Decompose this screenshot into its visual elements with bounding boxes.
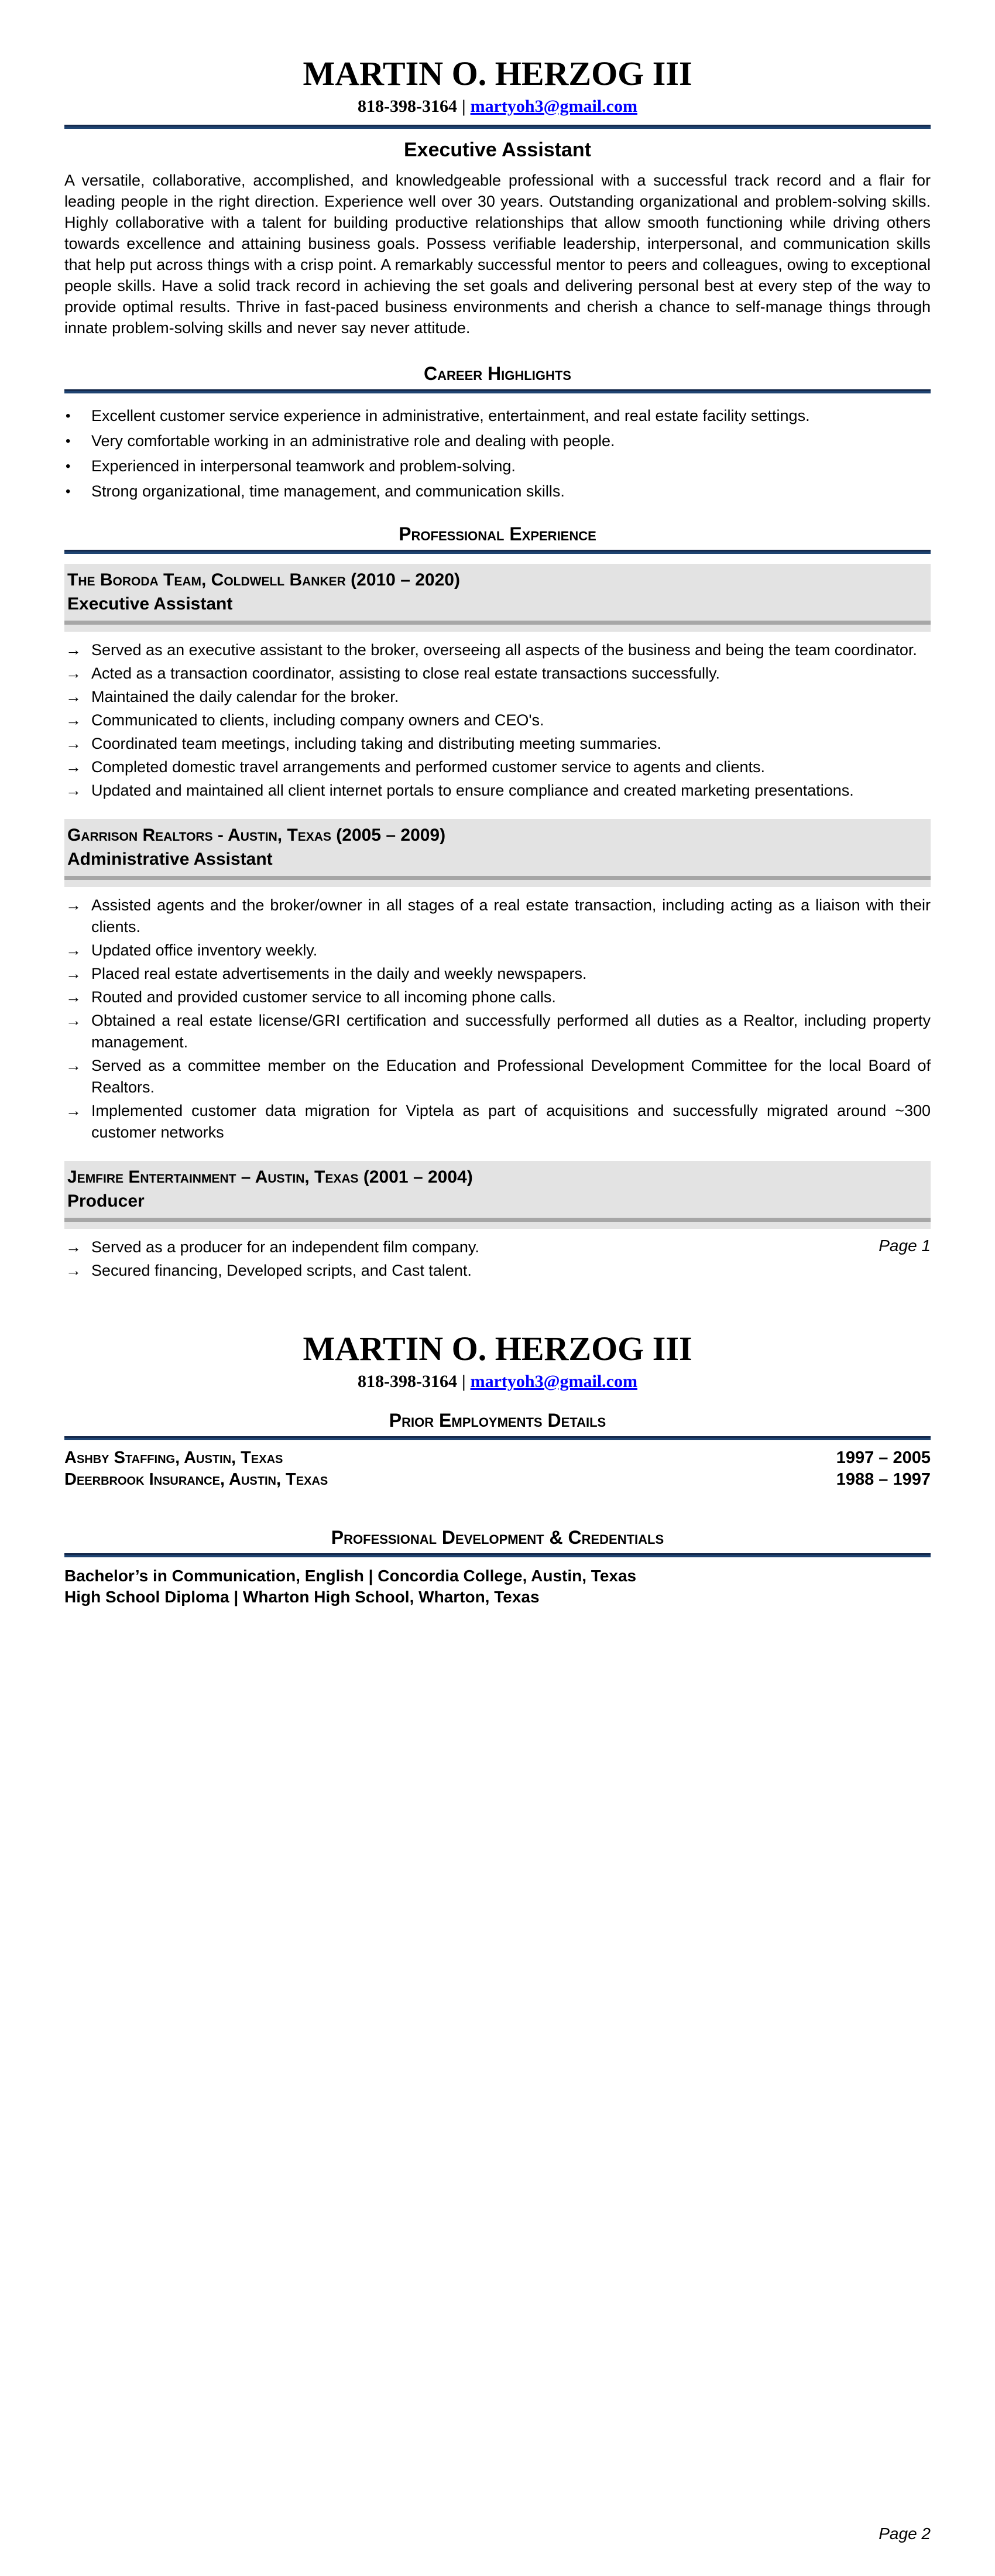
experience-bullet (64, 710, 931, 731)
job-block (64, 819, 931, 1143)
company-name: Garrison Realtors - Austin, Texas (2005 – 2009) (67, 825, 446, 845)
contact-line (64, 96, 931, 117)
job-bullet-list (64, 1236, 931, 1282)
experience-bullet (64, 639, 931, 661)
career-highlights-list (64, 405, 931, 502)
company-name: The Boroda Team, Coldwell Banker (2010 – 2020) (67, 570, 460, 590)
experience-bullet (64, 940, 931, 961)
job-divider (64, 621, 931, 625)
resume-name: MARTIN O. HERZOG III (303, 54, 692, 93)
arrow-icon: → (66, 1057, 81, 1074)
bullet-text: Placed real estate advertisements in the daily and weekly newspapers. (91, 965, 587, 982)
bullet-text: Served as an executive assistant to the broker, overseeing all aspects of the business and being the team coordinator. (91, 641, 917, 659)
bullet-text: Updated office inventory weekly. (91, 941, 318, 959)
contact-separator: | (462, 1372, 466, 1391)
job-bullet-list (64, 895, 931, 1143)
experience-bullet (64, 1055, 931, 1098)
employer-name: Deerbrook Insurance, Austin, Texas (64, 1470, 328, 1489)
bullet-text: Obtained a real estate license/GRI certification and successfully performed all duties as a Realtor, including property management. (91, 1012, 931, 1051)
bullet-text: Served as a committee member on the Education and Professional Development Committee for the local Board of Realtors. (91, 1057, 931, 1096)
phone-number: 818-398-3164 (358, 97, 457, 116)
arrow-icon: → (66, 988, 81, 1006)
arrow-icon: → (66, 1102, 81, 1119)
arrow-icon: → (66, 688, 81, 705)
prior-employments-heading: Prior Employments Details (389, 1410, 606, 1431)
employment-dates: 1997 – 2005 (836, 1448, 931, 1467)
arrow-icon: → (66, 711, 81, 729)
credentials-list (64, 1566, 931, 1608)
credential-item: High School Diploma | Wharton High School, Wharton, Texas (64, 1588, 540, 1606)
highlight-text: Very comfortable working in an administrative role and dealing with people. (91, 432, 615, 450)
employment-dates: 1988 – 1997 (836, 1470, 931, 1489)
contact-line (64, 1371, 931, 1392)
arrow-icon: → (66, 782, 81, 799)
bullet-text: Acted as a transaction coordinator, assisting to close real estate transactions successfully. (91, 664, 720, 682)
prior-employments-table (64, 1447, 931, 1491)
bullet-text: Completed domestic travel arrangements and performed customer service to agents and clients. (91, 758, 766, 776)
experience-rule (64, 550, 931, 554)
header-rule (64, 125, 931, 129)
highlight-item (64, 430, 931, 452)
bullet-text: Maintained the daily calendar for the broker. (91, 688, 399, 705)
job-header (64, 564, 931, 621)
resume-page-2 (0, 1288, 995, 2576)
highlight-item (64, 481, 931, 502)
arrow-icon: → (66, 1262, 81, 1279)
job-block (64, 564, 931, 801)
experience-bullet (64, 686, 931, 708)
job-role: Executive Assistant (67, 594, 233, 614)
experience-bullet (64, 663, 931, 684)
bullet-icon: • (66, 484, 71, 499)
job-divider (64, 876, 931, 880)
arrow-icon: → (66, 941, 81, 959)
arrow-icon: → (66, 1012, 81, 1029)
job-header (64, 1161, 931, 1218)
employer-name: Ashby Staffing, Austin, Texas (64, 1448, 283, 1467)
bullet-text: Updated and maintained all client internet portals to ensure compliance and created marketing presentations. (91, 782, 854, 799)
experience-bullet (64, 756, 931, 778)
bullet-text: Communicated to clients, including company owners and CEO's. (91, 711, 544, 729)
highlight-text: Experienced in interpersonal teamwork and problem-solving. (91, 457, 516, 475)
credentials-heading: Professional Development & Credentials (331, 1527, 664, 1548)
experience-bullet (64, 1100, 931, 1143)
employment-row (64, 1469, 931, 1491)
email-link[interactable]: martyoh3@gmail.com (470, 1372, 637, 1391)
bullet-text: Assisted agents and the broker/owner in all stages of a real estate transaction, including acting as a liaison with their clients. (91, 896, 931, 936)
job-divider (64, 1218, 931, 1222)
career-highlights-heading: Career Highlights (424, 363, 571, 384)
job-strip (64, 1222, 931, 1229)
experience-bullet (64, 733, 931, 755)
experience-bullet (64, 1010, 931, 1053)
bullet-text: Routed and provided customer service to all incoming phone calls. (91, 988, 556, 1006)
job-role: Producer (67, 1191, 145, 1211)
page-number: Page 2 (879, 2524, 931, 2543)
highlight-item (64, 405, 931, 427)
prior-employments-rule (64, 1436, 931, 1440)
bullet-icon: • (66, 433, 71, 449)
credentials-rule (64, 1553, 931, 1557)
experience-bullet (64, 986, 931, 1008)
arrow-icon: → (66, 641, 81, 659)
resume-name: MARTIN O. HERZOG III (303, 1330, 692, 1368)
experience-bullet (64, 780, 931, 801)
page-number: Page 1 (879, 1236, 931, 1255)
highlight-text: Strong organizational, time management, and communication skills. (91, 482, 565, 500)
contact-separator: | (462, 97, 466, 116)
arrow-icon: → (66, 735, 81, 752)
experience-bullet (64, 1260, 931, 1282)
bullet-text: Secured financing, Developed scripts, and Cast talent. (91, 1262, 472, 1279)
bullet-icon: • (66, 458, 71, 474)
arrow-icon: → (66, 758, 81, 776)
document-title: Executive Assistant (404, 139, 591, 161)
career-highlights-rule (64, 389, 931, 393)
highlight-item (64, 455, 931, 477)
job-block (64, 1161, 931, 1282)
email-link[interactable]: martyoh3@gmail.com (470, 97, 637, 116)
job-strip (64, 880, 931, 887)
company-name: Jemfire Entertainment – Austin, Texas (2001 – 2004) (67, 1167, 473, 1187)
job-bullet-list (64, 639, 931, 801)
phone-number: 818-398-3164 (358, 1372, 457, 1391)
bullet-text: Implemented customer data migration for Viptela as part of acquisitions and successfully migrated around ~300 customer networks (91, 1102, 931, 1141)
arrow-icon: → (66, 664, 81, 682)
arrow-icon: → (66, 965, 81, 982)
job-header (64, 819, 931, 876)
employment-row (64, 1447, 931, 1469)
job-role: Administrative Assistant (67, 849, 273, 869)
bullet-text: Coordinated team meetings, including taking and distributing meeting summaries. (91, 735, 662, 752)
bullet-icon: • (66, 408, 71, 424)
summary-paragraph: A versatile, collaborative, accomplished, and knowledgeable professional with a successful track record and a flair for leading people in the right direction. Experience well over 30 years. Outstanding organizational and problem-solving skills. Highly collaborative with a talent for building productive relationships that allow smooth functioning while driving others towards excellence and attaining business goals. Possess verifiable leadership, interpersonal, and communication skills that help put across things with a crisp point. A remarkably successful mentor to peers and colleagues, owing to exceptional people skills. Have a solid track record in achieving the set goals and delivering personal best at every step of the way to provide optimal results. Thrive in fast-paced business environments and cherish a chance to self-manage things through innate problem-solving skills and never say never attitude. (64, 172, 931, 337)
arrow-icon: → (66, 896, 81, 914)
experience-bullet (64, 1236, 931, 1258)
experience-heading: Professional Experience (399, 523, 596, 544)
arrow-icon: → (66, 1238, 81, 1256)
experience-bullet (64, 895, 931, 938)
highlight-text: Excellent customer service experience in administrative, entertainment, and real estate facility settings. (91, 407, 810, 424)
experience-bullet (64, 963, 931, 985)
job-strip (64, 625, 931, 632)
credential-item: Bachelor’s in Communication, English | Concordia College, Austin, Texas (64, 1567, 637, 1585)
bullet-text: Served as a producer for an independent film company. (91, 1238, 479, 1256)
